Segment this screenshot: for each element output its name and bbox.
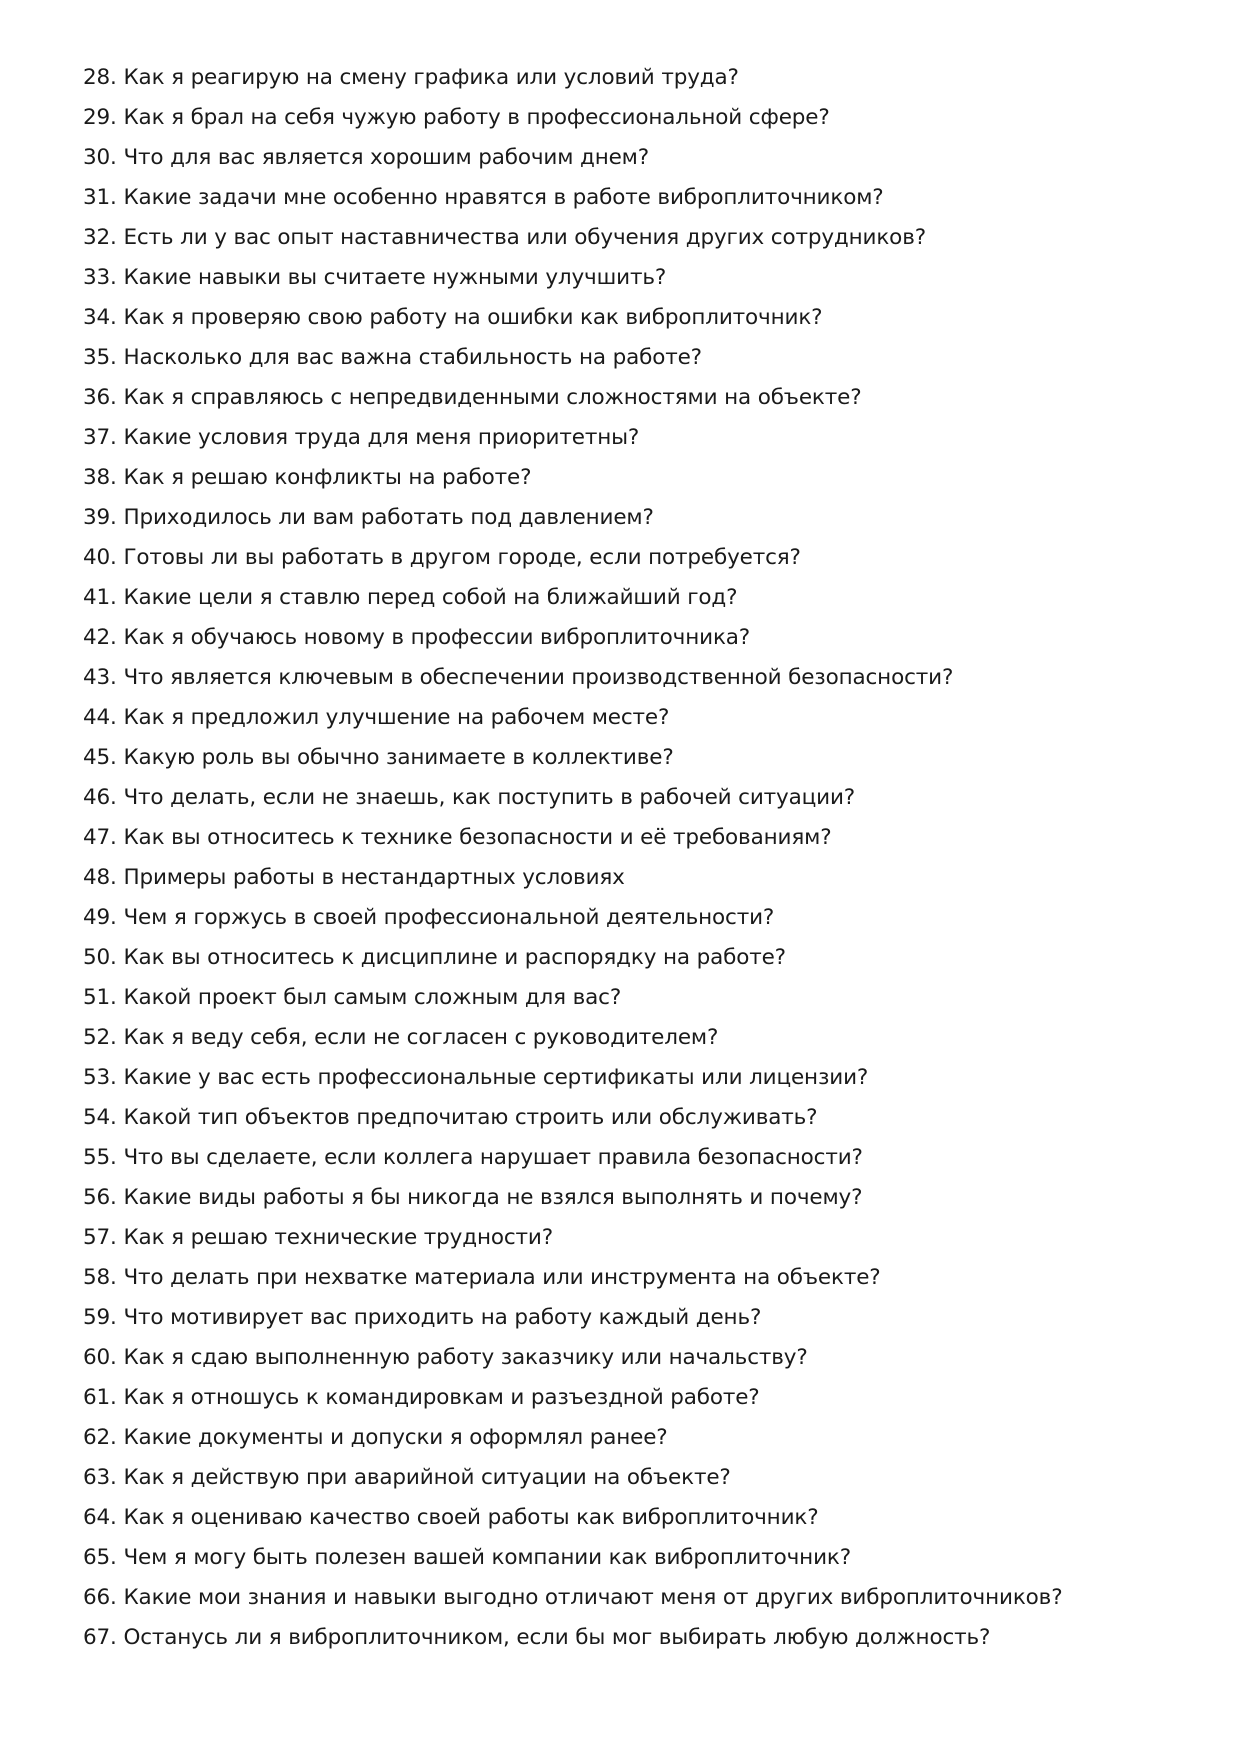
question-number: 59. <box>83 1305 117 1330</box>
question-text: Как я оцениваю качество своей работы как виброплиточник? <box>123 1505 819 1530</box>
question-number: 43. <box>83 665 117 690</box>
list-item <box>83 578 1203 618</box>
list-item <box>83 1298 1203 1338</box>
list-item <box>83 338 1203 378</box>
list-item <box>83 1218 1203 1258</box>
list-item <box>83 1538 1203 1578</box>
question-number: 58. <box>83 1265 117 1290</box>
question-text: Что делать, если не знаешь, как поступить в рабочей ситуации? <box>123 785 856 810</box>
question-text: Какой проект был самым сложным для вас? <box>123 985 622 1010</box>
question-number: 67. <box>83 1625 117 1650</box>
question-number: 35. <box>83 345 117 370</box>
question-text: Какую роль вы обычно занимаете в коллективе? <box>123 745 674 770</box>
list-item <box>83 1578 1203 1618</box>
list-item <box>83 778 1203 818</box>
list-item <box>83 818 1203 858</box>
question-text: Чем я горжусь в своей профессиональной деятельности? <box>123 905 775 930</box>
list-item <box>83 1418 1203 1458</box>
list-item <box>83 58 1203 98</box>
question-text: Останусь ли я виброплиточником, если бы мог выбирать любую должность? <box>123 1625 991 1650</box>
question-text: Как я брал на себя чужую работу в профессиональной сфере? <box>123 105 830 130</box>
question-text: Какие цели я ставлю перед собой на ближайший год? <box>123 585 738 610</box>
list-item <box>83 1338 1203 1378</box>
question-number: 37. <box>83 425 117 450</box>
list-item <box>83 1098 1203 1138</box>
question-number: 45. <box>83 745 117 770</box>
question-text: Что вы сделаете, если коллега нарушает правила безопасности? <box>123 1145 863 1170</box>
question-text: Как я решаю конфликты на работе? <box>123 465 532 490</box>
list-item <box>83 1138 1203 1178</box>
question-text: Как я решаю технические трудности? <box>123 1225 553 1250</box>
question-number: 55. <box>83 1145 117 1170</box>
document-page <box>83 58 1203 1658</box>
question-number: 36. <box>83 385 117 410</box>
list-item <box>83 538 1203 578</box>
question-text: Как вы относитесь к технике безопасности и её требованиям? <box>123 825 832 850</box>
question-number: 60. <box>83 1345 117 1370</box>
question-number: 48. <box>83 865 117 890</box>
question-text: Есть ли у вас опыт наставничества или обучения других сотрудников? <box>123 225 926 250</box>
question-number: 41. <box>83 585 117 610</box>
question-number: 44. <box>83 705 117 730</box>
question-number: 33. <box>83 265 117 290</box>
question-text: Как я действую при аварийной ситуации на объекте? <box>123 1465 731 1490</box>
question-text: Какие виды работы я бы никогда не взялся выполнять и почему? <box>123 1185 863 1210</box>
question-text: Как я справляюсь с непредвиденными сложностями на объекте? <box>123 385 862 410</box>
list-item <box>83 1498 1203 1538</box>
question-text: Что делать при нехватке материала или инструмента на объекте? <box>123 1265 881 1290</box>
question-text: Какой тип объектов предпочитаю строить или обслуживать? <box>123 1105 818 1130</box>
list-item <box>83 898 1203 938</box>
question-number: 53. <box>83 1065 117 1090</box>
list-item <box>83 618 1203 658</box>
question-number: 54. <box>83 1105 117 1130</box>
question-number: 47. <box>83 825 117 850</box>
question-text: Что является ключевым в обеспечении производственной безопасности? <box>123 665 954 690</box>
question-number: 30. <box>83 145 117 170</box>
question-text: Чем я могу быть полезен вашей компании как виброплиточник? <box>123 1545 851 1570</box>
list-item <box>83 858 1203 898</box>
list-item <box>83 1018 1203 1058</box>
question-number: 51. <box>83 985 117 1010</box>
question-text: Что для вас является хорошим рабочим днем? <box>123 145 650 170</box>
list-item <box>83 258 1203 298</box>
question-number: 57. <box>83 1225 117 1250</box>
question-text: Какие документы и допуски я оформлял ранее? <box>123 1425 668 1450</box>
question-number: 50. <box>83 945 117 970</box>
list-item <box>83 1258 1203 1298</box>
list-item <box>83 218 1203 258</box>
question-number: 32. <box>83 225 117 250</box>
question-text: Как я веду себя, если не согласен с руководителем? <box>123 1025 719 1050</box>
question-text: Как я обучаюсь новому в профессии виброплиточника? <box>123 625 751 650</box>
question-text: Как я проверяю свою работу на ошибки как виброплиточник? <box>123 305 823 330</box>
question-number: 31. <box>83 185 117 210</box>
list-item <box>83 658 1203 698</box>
question-text: Какие навыки вы считаете нужными улучшить? <box>123 265 667 290</box>
question-text: Какие условия труда для меня приоритетны? <box>123 425 640 450</box>
question-number: 34. <box>83 305 117 330</box>
question-text: Как я отношусь к командировкам и разъездной работе? <box>123 1385 760 1410</box>
question-number: 29. <box>83 105 117 130</box>
list-item <box>83 178 1203 218</box>
question-number: 66. <box>83 1585 117 1610</box>
question-number: 42. <box>83 625 117 650</box>
question-number: 56. <box>83 1185 117 1210</box>
question-number: 64. <box>83 1505 117 1530</box>
question-text: Примеры работы в нестандартных условиях <box>123 865 625 890</box>
list-item <box>83 1178 1203 1218</box>
list-item <box>83 1618 1203 1658</box>
question-text: Как вы относитесь к дисциплине и распорядку на работе? <box>123 945 786 970</box>
list-item <box>83 1458 1203 1498</box>
list-item <box>83 978 1203 1018</box>
question-number: 38. <box>83 465 117 490</box>
list-item <box>83 498 1203 538</box>
question-number: 65. <box>83 1545 117 1570</box>
question-text: Какие задачи мне особенно нравятся в работе виброплиточником? <box>123 185 884 210</box>
question-text: Как я предложил улучшение на рабочем месте? <box>123 705 670 730</box>
list-item <box>83 938 1203 978</box>
list-item <box>83 1378 1203 1418</box>
question-text: Как я сдаю выполненную работу заказчику или начальству? <box>123 1345 808 1370</box>
question-number: 63. <box>83 1465 117 1490</box>
question-number: 40. <box>83 545 117 570</box>
question-number: 62. <box>83 1425 117 1450</box>
list-item <box>83 138 1203 178</box>
question-text: Готовы ли вы работать в другом городе, если потребуется? <box>123 545 801 570</box>
list-item <box>83 298 1203 338</box>
question-text: Какие у вас есть профессиональные сертификаты или лицензии? <box>123 1065 869 1090</box>
question-number: 61. <box>83 1385 117 1410</box>
list-item <box>83 1058 1203 1098</box>
question-number: 46. <box>83 785 117 810</box>
list-item <box>83 738 1203 778</box>
question-text: Приходилось ли вам работать под давлением? <box>123 505 654 530</box>
question-text: Как я реагирую на смену графика или условий труда? <box>123 65 739 90</box>
question-number: 49. <box>83 905 117 930</box>
question-text: Насколько для вас важна стабильность на работе? <box>123 345 702 370</box>
list-item <box>83 378 1203 418</box>
list-item <box>83 698 1203 738</box>
question-number: 39. <box>83 505 117 530</box>
list-item <box>83 458 1203 498</box>
question-list <box>83 58 1203 1658</box>
list-item <box>83 98 1203 138</box>
question-number: 52. <box>83 1025 117 1050</box>
list-item <box>83 418 1203 458</box>
question-number: 28. <box>83 65 117 90</box>
question-text: Что мотивирует вас приходить на работу каждый день? <box>123 1305 762 1330</box>
question-text: Какие мои знания и навыки выгодно отличают меня от других виброплиточников? <box>123 1585 1063 1610</box>
